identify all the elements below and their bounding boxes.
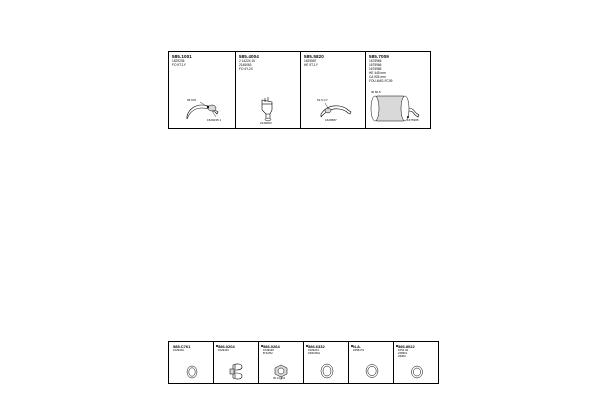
part-illustration-585-7009 [366, 90, 430, 126]
part-code: 585.C761 [173, 343, 191, 349]
bullet-marker [351, 345, 353, 347]
callout-label: 1529235 1 [207, 118, 222, 122]
part-code: 586.8022 [398, 343, 415, 349]
part-illustration-flange [259, 361, 303, 381]
part-details: 1529202 [173, 347, 184, 352]
callout-label: 65 970 [187, 98, 197, 102]
part-card-585-1001[interactable] [168, 51, 236, 129]
part-card-585-4004[interactable] [235, 51, 301, 129]
part-code: N.A. [353, 343, 361, 349]
bullet-marker [396, 345, 398, 347]
part-details: 1675965 1675966 1675985 HE 445 mm CA 925 mm FOU 4MG-FC09 [369, 59, 393, 83]
bullet-marker [306, 345, 308, 347]
mini-card-586-6332[interactable] [303, 341, 349, 384]
callout-label: 1675965 [407, 118, 419, 122]
part-code: 586.0204 [218, 343, 235, 349]
part-illustration-585-1001 [169, 90, 235, 126]
mini-card-586-0204[interactable] [213, 341, 259, 384]
part-details: 1529201 ZDF/ZDH [308, 347, 320, 355]
part-card-585-7009[interactable] [365, 51, 431, 129]
part-illustration-585-5820 [301, 90, 365, 126]
callout-label: 51.5 CY [317, 98, 328, 102]
part-details: 1629587 HE 9T-1Y [304, 59, 318, 67]
part-card-585-5820[interactable] [300, 51, 366, 129]
callout-label: 2146063 [260, 121, 272, 125]
bullet-marker [216, 345, 218, 347]
part-details: 1529235 FO 9T-1Y [172, 59, 186, 67]
part-details: 1629416 [218, 347, 229, 352]
part-details: 2 14224 10 2146063 FO 4Y-2X [239, 59, 255, 71]
part-code: 585.1001 [172, 54, 192, 59]
mini-card-586-0264[interactable] [258, 341, 304, 384]
part-code: 586.0264 [263, 343, 280, 349]
mini-card-na[interactable] [348, 341, 394, 384]
part-illustration-585-4004 [236, 90, 300, 126]
callout-label: 1629587 [325, 118, 337, 122]
bottom-parts-strip [168, 341, 438, 384]
part-illustration-oval [304, 361, 348, 381]
callout-label: ID 11.1M [273, 376, 285, 380]
bullet-marker [261, 345, 263, 347]
callout-label: ID 50.5 [371, 90, 381, 94]
part-details: 2458179 [353, 347, 364, 352]
part-code: 585.4004 [239, 54, 259, 59]
part-details: 1649020 B 52/52 [263, 347, 274, 355]
part-details: 1654 04 2483F1 ZD4M [398, 347, 409, 359]
part-illustration-ring2 [394, 361, 438, 381]
mini-card-585-c761[interactable] [168, 341, 214, 384]
part-code: 586.6332 [308, 343, 325, 349]
part-illustration-gasket [349, 361, 393, 381]
mini-card-586-8022[interactable] [393, 341, 439, 384]
part-illustration-ring [169, 361, 213, 381]
part-illustration-clamp [214, 361, 258, 381]
part-code: 585.7009 [369, 54, 389, 59]
part-code: 585.5820 [304, 54, 324, 59]
top-parts-strip [168, 51, 430, 129]
